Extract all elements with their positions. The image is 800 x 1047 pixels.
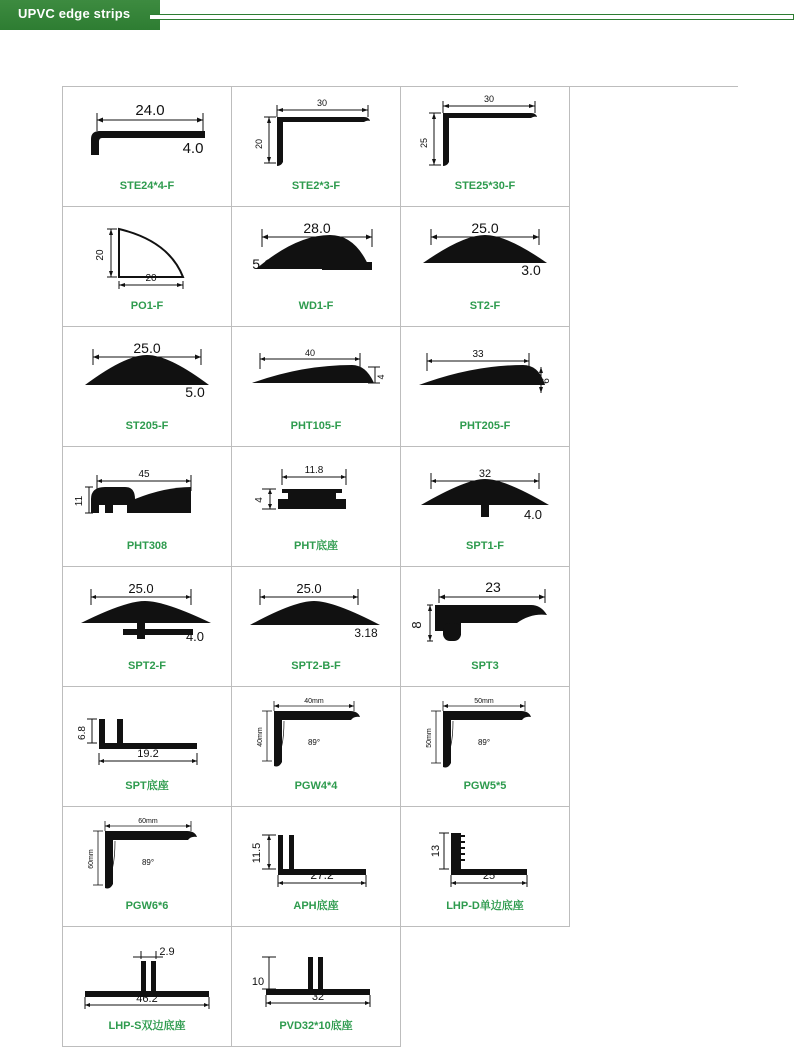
product-name: SPT2-B-F xyxy=(291,660,341,672)
product-cell[interactable] xyxy=(63,807,232,927)
page-title: UPVC edge strips xyxy=(18,6,131,21)
product-name: APH底座 xyxy=(293,900,339,912)
product-cell[interactable] xyxy=(401,687,570,807)
dim-label: 24.0 xyxy=(134,102,165,119)
product-cell[interactable] xyxy=(63,927,232,1047)
product-name: PHT105-F xyxy=(290,420,342,432)
dim-label: 45 xyxy=(137,469,150,480)
product-cell[interactable] xyxy=(63,87,232,207)
dim-label: 19.2 xyxy=(136,748,159,760)
product-name: WD1-F xyxy=(298,300,334,312)
product-name: PVD32*10底座 xyxy=(279,1020,353,1032)
dim-label: 23 xyxy=(484,579,501,595)
product-figure xyxy=(232,807,401,895)
product-name: STE25*30-F xyxy=(454,180,516,192)
product-cell[interactable] xyxy=(401,807,570,927)
product-name: PGW5*5 xyxy=(463,780,507,792)
dim-label: 25 xyxy=(482,870,495,882)
product-name: SPT2-F xyxy=(128,660,166,672)
product-figure xyxy=(63,567,232,655)
product-cell[interactable] xyxy=(63,447,232,567)
product-name: LHP-S双边底座 xyxy=(108,1020,186,1032)
product-name: SPT底座 xyxy=(125,780,169,792)
product-name: LHP-D单边底座 xyxy=(446,900,524,912)
dim-label: 40 xyxy=(304,348,315,358)
dim-label: 4 xyxy=(375,374,386,380)
dim-label: 60mm xyxy=(137,818,158,825)
product-name: SPT1-F xyxy=(466,540,504,552)
dim-label: 13 xyxy=(429,844,442,858)
product-figure xyxy=(401,567,570,655)
product-name: PGW4*4 xyxy=(294,780,338,792)
dim-label: 5.1 xyxy=(251,256,272,272)
dim-label: 4.0 xyxy=(185,629,204,644)
dim-label: 11.8 xyxy=(304,465,323,476)
dim-label: 4.0 xyxy=(523,507,542,522)
product-figure xyxy=(63,447,232,535)
product-figure xyxy=(401,327,570,415)
dim-label: 4.0 xyxy=(182,140,203,157)
dim-label: 2.9 xyxy=(158,946,175,958)
header-rule xyxy=(150,14,794,20)
product-name: PHT底座 xyxy=(294,540,338,552)
dim-label: 33 xyxy=(471,349,484,360)
product-figure xyxy=(232,927,401,1015)
dim-label: 50mm xyxy=(473,698,494,705)
dim-label: 20 xyxy=(253,138,264,150)
product-cell[interactable] xyxy=(401,87,570,207)
product-name: ST205-F xyxy=(125,420,169,432)
dim-label: 50mm xyxy=(425,728,433,748)
dim-label: 60mm xyxy=(87,849,95,869)
product-cell[interactable] xyxy=(232,687,401,807)
dim-label: 20 xyxy=(144,273,157,284)
dim-label: 25.0 xyxy=(470,220,499,236)
product-cell[interactable] xyxy=(232,567,401,687)
product-figure xyxy=(232,207,401,295)
dim-label: 20 xyxy=(94,249,106,261)
product-figure xyxy=(401,447,570,535)
product-figure xyxy=(401,807,570,895)
dim-label: 6 xyxy=(540,378,552,384)
dim-label: 27.2 xyxy=(309,868,334,882)
product-name: PHT205-F xyxy=(459,420,511,432)
dim-label: 8 xyxy=(408,621,424,629)
product-figure xyxy=(232,687,401,775)
product-cell[interactable] xyxy=(232,87,401,207)
dim-label: 4 xyxy=(253,497,265,503)
dim-label: 25.0 xyxy=(295,581,322,596)
dim-label: 5.0 xyxy=(184,384,205,400)
product-figure xyxy=(232,327,401,415)
dim-label: 10 xyxy=(251,976,264,988)
product-name: PHT308 xyxy=(126,540,168,552)
dim-label: 25.0 xyxy=(127,581,154,596)
product-cell[interactable] xyxy=(63,687,232,807)
dim-label: 32 xyxy=(478,468,491,480)
product-figure xyxy=(63,807,232,895)
product-cell[interactable] xyxy=(232,327,401,447)
product-name: ST2-F xyxy=(469,300,501,312)
dim-label: 25 xyxy=(418,137,429,149)
product-cell[interactable] xyxy=(232,207,401,327)
product-name: STE24*4-F xyxy=(119,180,175,192)
product-name: STE2*3-F xyxy=(291,180,341,192)
product-figure xyxy=(232,87,401,175)
product-figure xyxy=(232,447,401,535)
product-figure xyxy=(401,207,570,295)
dim-label: 40mm xyxy=(303,698,324,705)
dim-label: 46.2 xyxy=(135,993,158,1005)
product-name: PO1-F xyxy=(130,300,164,312)
dim-label: 11 xyxy=(73,495,85,507)
dim-label: 28.0 xyxy=(302,220,331,236)
product-cell[interactable] xyxy=(401,327,570,447)
product-figure xyxy=(401,87,570,175)
product-figure xyxy=(63,207,232,295)
product-cell[interactable] xyxy=(63,567,232,687)
dim-label: 6.8 xyxy=(76,726,88,740)
product-cell[interactable] xyxy=(232,447,401,567)
product-figure xyxy=(63,687,232,775)
page-header xyxy=(0,0,800,34)
product-name: PGW6*6 xyxy=(125,900,169,912)
product-figure xyxy=(63,327,232,415)
product-figure xyxy=(401,687,570,775)
product-cell[interactable] xyxy=(401,207,570,327)
product-figure xyxy=(232,567,401,655)
angle-label: 89° xyxy=(141,858,154,867)
angle-label: 89° xyxy=(307,738,320,747)
product-cell[interactable] xyxy=(401,567,570,687)
dim-label: 11.5 xyxy=(250,842,263,864)
dim-label: 3.0 xyxy=(520,262,541,278)
dim-label: 30 xyxy=(316,98,327,108)
product-figure xyxy=(63,87,232,175)
angle-label: 89° xyxy=(477,738,490,747)
dim-label: 32 xyxy=(311,991,324,1003)
product-cell[interactable] xyxy=(401,447,570,567)
product-figure xyxy=(63,927,232,1015)
product-cell[interactable] xyxy=(232,927,401,1047)
product-name: SPT3 xyxy=(471,660,499,672)
product-cell[interactable] xyxy=(63,327,232,447)
product-grid xyxy=(62,86,738,1047)
dim-label: 30 xyxy=(483,94,494,104)
dim-label: 3.18 xyxy=(353,626,378,640)
dim-label: 40mm xyxy=(256,727,264,747)
product-cell[interactable] xyxy=(63,207,232,327)
dim-label: 25.0 xyxy=(132,340,161,356)
product-cell[interactable] xyxy=(232,807,401,927)
